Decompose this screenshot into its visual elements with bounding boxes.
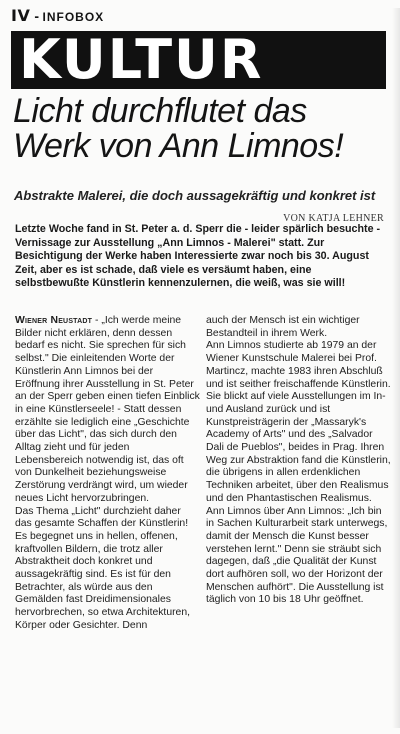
- dateline: Wiener Neustadt: [15, 315, 93, 326]
- body-paragraph: auch der Mensch ist ein wichtiger Bestandteil in ihrem Werk.: [206, 315, 360, 339]
- section-label: INFOBOX: [42, 10, 105, 24]
- section-number: IV: [11, 6, 31, 25]
- page-edge-shadow: [392, 8, 400, 728]
- category-banner: [11, 28, 386, 91]
- article-byline: VON KATJA LEHNER: [283, 213, 384, 224]
- body-paragraph: [15, 315, 200, 506]
- section-separator: -: [34, 8, 40, 24]
- article-headline: Licht durchflutet das Werk von Ann Limnos!: [13, 92, 344, 165]
- section-header: [11, 6, 386, 25]
- category-label: KULTUR: [19, 28, 264, 91]
- body-paragraph: Ann Limnos über Ann Limnos: „Ich bin in Sachen Kulturarbeit stark unterwegs, damit der Mensch die Kunst besser verstehen lernt." Denn sie sträubt sich dagegen, daß „die Qualität der Kunst dort aufhören soll, wo der Horizont der Menschen aufhört". Die Ausstellung ist täglich von 10 bis 18 Uhr geöffnet.: [206, 505, 388, 606]
- body-paragraph: Ann Limnos studierte ab 1979 an der Wiener Kunstschule Malerei bei Prof. Martincz, machte 1983 ihren Abschluß und ist seither freischaffende Künstlerin. Sie blickt auf viele Ausstellungen im In- und Ausland zurück und ist Kunstpreisträgerin der „Massaryk's Academy of Arts" und des „Salvador Dali de Pueblos", beides in Prag. Ihren Weg zur Abstraktion fand die Künstlerin, die übrigens in allen erdenklichen Techniken arbeitet, über den Realismus und den Phantastischen Realismus.: [206, 340, 391, 504]
- body-column-left: [15, 315, 200, 633]
- paragraph-text: - „Ich werde meine Bilder nicht erklären, denn dessen bedarf es nicht. Sie sprechen für sich selbst." Die einleitenden Worte der Künstlerin Ann Limnos bei der Eröffnung ihrer Ausstellung in St. Peter an der Sperr geben einen tiefen Einblick in eine Künstlerseele! - Statt dessen erzählte sie lediglich eine „Geschichte über das Licht", das sich durch den Alltag zieht und für jeden Lebensbereich notwendig ist, das oft von Dunkelheit beziehungsweise Zerstörung verdrängt wird, um wieder neues Licht hervorzubringen.: [15, 315, 200, 504]
- article-lead: Letzte Woche fand in St. Peter a. d. Sperr die - leider spärlich besuchte - Vernissage zur Ausstellung „Ann Limnos - Malerei" statt. Zur Besichtigung der Werke haben Interessierte zwar noch bis 30. August Zeit, aber es ist schade, daß viele es versäumt haben, eine selbstbewußte Künstlerin kennenzulernen, die weiß, was sie will!: [15, 223, 381, 289]
- body-paragraph: Das Thema „Licht" durchzieht daher das gesamte Schaffen der Künstlerin! Es begegnet uns in hellen, offenen, kraftvollen Bildern, die trotz aller Abstraktheit doch konkret und aussagekräftig sind. Es ist für den Betrachter, als würde aus den Gemälden fast Dreidimensionales hervorbrechen, so etwa Architekturen, Körper oder Gesichter. Denn: [15, 505, 191, 631]
- article-subheadline: Abstrakte Malerei, die doch aussagekräftig und konkret ist: [14, 188, 376, 203]
- body-column-right: [206, 315, 391, 607]
